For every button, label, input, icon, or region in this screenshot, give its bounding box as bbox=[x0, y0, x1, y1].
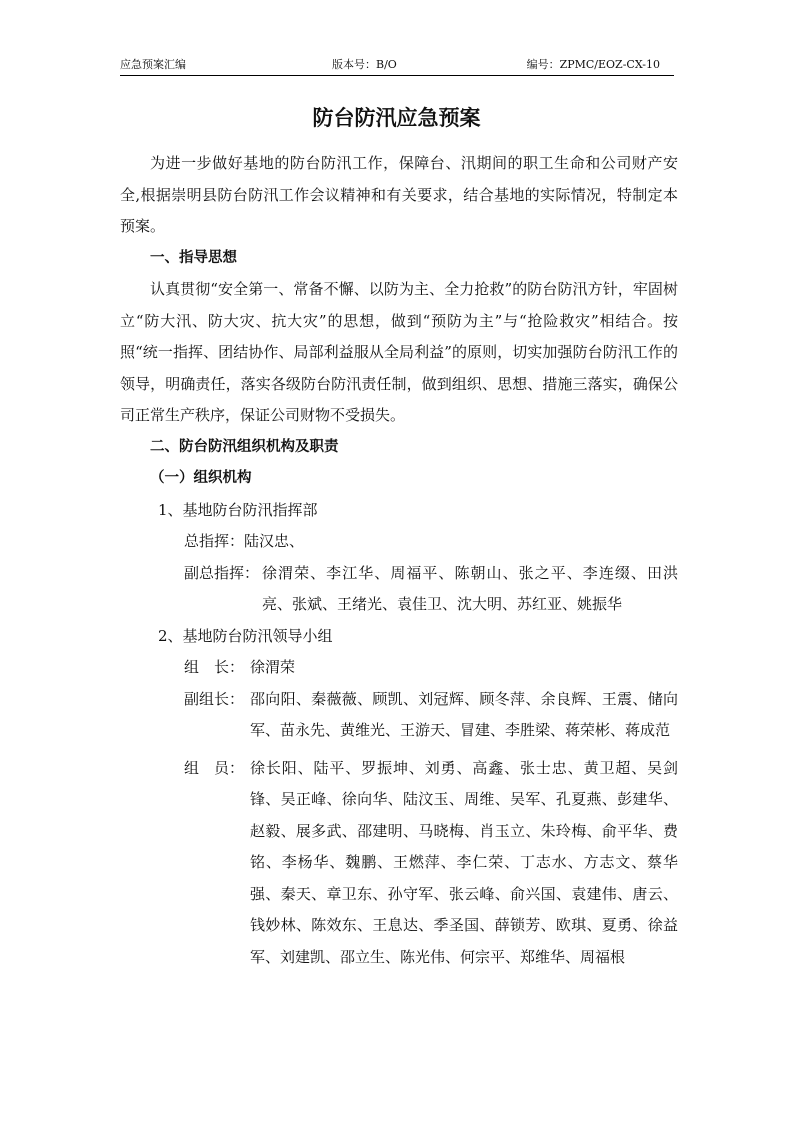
group-leader-value: 徐渭荣 bbox=[250, 658, 296, 676]
document-body bbox=[120, 148, 678, 973]
intro-paragraph: 为进一步做好基地的防台防汛工作，保障台、汛期间的职工生命和公司财产安全,根据崇明县防台防汛工作会议精神和有关要求，结合基地的实际情况，特制定本预案。 bbox=[120, 154, 678, 235]
vice-leader-value: 邵向阳、秦薇薇、顾凯、刘冠辉、顾冬萍、余良辉、王震、储向军、苗永先、黄维光、王游天、冒建、李胜梁、蒋荣彬、蒋成范 bbox=[250, 689, 678, 739]
item-2-title: 2、基地防台防汛领导小组 bbox=[158, 626, 333, 645]
subsection-1-heading: （一）组织机构 bbox=[150, 470, 252, 486]
chief-commander-value: 陆汉忠、 bbox=[244, 532, 305, 550]
chief-commander-label: 总指挥： bbox=[184, 532, 245, 550]
header-collection-name: 应急预案汇编 bbox=[120, 58, 186, 71]
header-document-number: 编号：ZPMC/EOZ-CX-10 bbox=[526, 58, 660, 71]
deputy-commander-label: 副总指挥： bbox=[184, 563, 260, 582]
members-label: 组 员： bbox=[184, 758, 245, 777]
deputy-commander-value: 徐渭荣、李江华、周福平、陈朝山、张之平、李连缀、田洪亮、张斌、王绪光、袁佳卫、沈大明、苏红亚、姚振华 bbox=[262, 563, 678, 613]
group-leader-label: 组 长： bbox=[184, 658, 245, 676]
section-2-heading: 二、防台防汛组织机构及职责 bbox=[150, 438, 339, 455]
vice-leader-row bbox=[120, 684, 678, 747]
page-header bbox=[120, 57, 674, 76]
document-title: 防台防汛应急预案 bbox=[312, 106, 481, 130]
deputy-commander-row bbox=[120, 558, 678, 621]
members-row bbox=[120, 753, 678, 974]
vice-leader-label: 副组长： bbox=[184, 689, 245, 708]
section-1-paragraph: 认真贯彻“安全第一、常备不懈、以防为主、全力抢救”的防台防汛方针，牢固树立“防大汛、防大灾、抗大灾”的思想，做到“预防为主”与“抢险救灾”相结合。按照“统一指挥、团结协作、局部利益服从全局利益”的原则，切实加强防台防汛工作的领导，明确责任，落实各级防台防汛责任制，做到组织、思想、措施三落实，确保公司正常生产秩序，保证公司财物不受损失。 bbox=[120, 280, 678, 424]
item-1-title: 1、基地防台防汛指挥部 bbox=[158, 500, 318, 519]
group-leader-row bbox=[120, 652, 678, 684]
members-value: 徐长阳、陆平、罗振坤、刘勇、高鑫、张士忠、黄卫超、吴剑锋、吴正峰、徐向华、陆汶玉、周维、吴军、孔夏燕、彭建华、赵毅、展多武、邵建明、马晓梅、肖玉立、朱玲梅、俞平华、费铭、李杨华、魏鹏、王燃萍、李仁荣、丁志水、方志文、蔡华强、秦天、章卫东、孙守军、张云峰、俞兴国、袁建伟、唐云、钱妙林、陈效东、王息达、季圣国、薛锁芳、欧琪、夏勇、徐益军、刘建凯、邵立生、陈光伟、何宗平、郑维华、周福根 bbox=[250, 758, 678, 966]
header-version: 版本号：B/O bbox=[332, 58, 397, 71]
section-1-heading: 一、指导思想 bbox=[150, 249, 237, 266]
chief-commander-row bbox=[120, 526, 678, 558]
